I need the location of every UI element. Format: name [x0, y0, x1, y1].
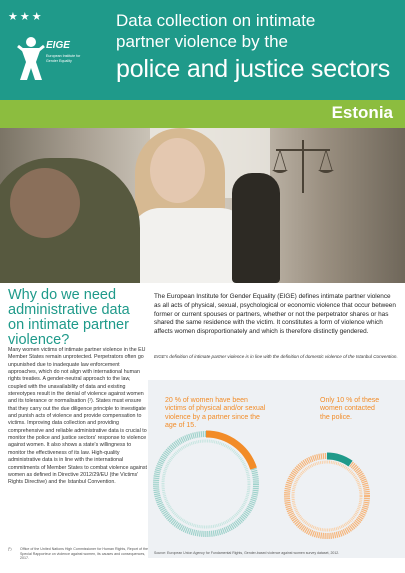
logo-wordmark: EIGE: [46, 40, 70, 51]
section-heading: Why do we need administrative data on intimate partner violence?: [8, 287, 130, 348]
ring2-inner: [293, 462, 361, 530]
eige-logo: [16, 34, 86, 90]
photo-justice-statue: [232, 173, 280, 283]
footnote-text: Office of the United Nations High Commissioner for Human Rights, Report of the Special Rapporteur on violence against women, its causes and consequences, 2017.: [20, 547, 148, 561]
stat-contacted-police: Only 10 % of these women contacted the police.: [320, 397, 380, 421]
definition-text: The European Institute for Gender Equality (EIGE) defines intimate partner violence as all acts of physical, sexual, psychological or economic violence that occur between former or current spouses or partners, whether or not the perpetrator shares or has shared the same residence with the victim. It constitutes a form of violence which affects women disproportionately and which is therefore distinctly gendered.: [154, 293, 396, 335]
photo-officer-head: [10, 168, 80, 238]
eige-figure-icon: [16, 34, 46, 82]
footnote-marker: (¹): [8, 547, 12, 551]
country-bar: [0, 100, 405, 128]
police-contact-ring-chart: [281, 450, 373, 542]
eu-stars: ★★★: [8, 11, 44, 23]
ring2-base: [287, 456, 367, 536]
stat-women-victims: 20 % of women have been victims of physical and/or sexual violence by a partner since the age of 15.: [165, 397, 266, 430]
logo-subtitle: European Institute for Gender Equality: [46, 54, 81, 63]
footnote: [8, 547, 148, 561]
definition-note: EIGE's definition of intimate partner violence is in line with the definition of domestic violence of the Istanbul Convention.: [154, 354, 398, 359]
section-body-text: Many women victims of intimate partner violence in the EU Member States remain unprotected. Perpetrators often go unpunished due to inadequate law enforcement approaches, which do not align with international human rights treaties. A gender-neutral approach to the law, coupled with the unavailability of data and existing stereotypes result in the denial of violence against women and its tolerance or normalisation (¹). States must ensure that they carry out the due diligence principle to investigate and punish acts of violence and provide compensation to victims. Improving data collection and providing comprehensive and reliable administrative data is crucial to monitor the police and justice sectors' response to violence against women. It also shows a state's willingness to monitor the effectiveness of its law. High-quality administrative data is in line with the international commitments of Member States to combat violence against women as defined in Directive 2012/29/EU (the Victims' Rights Directive) and the Istanbul Convention.: [8, 347, 147, 486]
page-title: [116, 10, 401, 84]
title-line-3: police and justice sectors: [116, 55, 391, 83]
source-note: Source: European Union Agency for Fundamental Rights, Gender-based violence against women survey dataset, 2012.: [154, 551, 340, 555]
title-line-1: Data collection on intimate: [116, 11, 316, 30]
cover-photo: [0, 128, 405, 283]
country-name: Estonia: [331, 103, 393, 122]
victims-ring-chart: [150, 428, 262, 540]
ring1-inner: [163, 441, 249, 527]
ring2-value-arc: [327, 456, 351, 464]
header-banner: [0, 0, 405, 100]
title-line-2: partner violence by the: [116, 32, 288, 51]
ring1-value-arc: [206, 434, 254, 469]
photo-woman-face: [150, 138, 205, 203]
